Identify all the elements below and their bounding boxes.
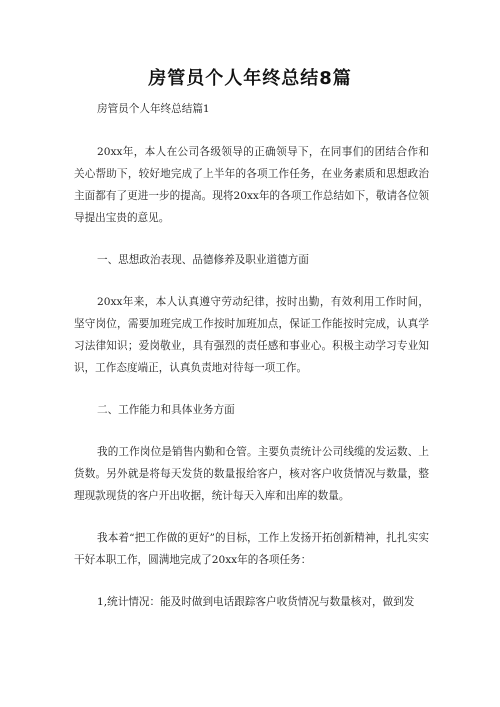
document-title: 房管员个人年终总结8篇 bbox=[148, 68, 352, 89]
body-paragraph: 我本着“把工作做的更好”的目标，工作上发扬开拓创新精神，扎扎实实干好本职工作，圆满地完成了20xx年的各项任务： bbox=[74, 532, 429, 566]
section-heading: 二、工作能力和具体业务方面 bbox=[97, 404, 235, 416]
body-paragraph: 我的工作岗位是销售内勤和仓管。主要负责统计公司线缆的发运数、上货数。另外就是将每天发货的数量报给客户，核对客户收货情况与数量，整理现款现货的客户开出收据，统计每天入库和出库的数量。 bbox=[74, 446, 429, 502]
body-paragraph: 1,统计情况：能及时做到电话跟踪客户收货情况与数量核对，做到发 bbox=[97, 596, 415, 608]
document-body bbox=[74, 98, 429, 633]
section-subtitle: 房管员个人年终总结篇1 bbox=[97, 103, 210, 115]
section-heading: 一、思想政治表现、品德修养及职业道德方面 bbox=[97, 254, 309, 266]
body-paragraph: 20xx年，本人在公司各级领导的正确领导下，在同事们的团结合作和关心帮助下，较好地完成了上半年的各项工作任务，在业务素质和思想政治主面都有了更进一步的提高。现将20xx年的各项工作总结如下，敬请各位领导提出宝贵的意见。 bbox=[74, 146, 429, 224]
body-paragraph: 20xx年来，本人认真遵守劳动纪律，按时出勤，有效利用工作时间，坚守岗位，需要加班完成工作按时加班加点，保证工作能按时完成，认真学习法律知识；爱岗敬业，具有强烈的责任感和事业心。积极主动学习专业知识，工作态度端正，认真负责地对待每一项工作。 bbox=[74, 296, 429, 374]
